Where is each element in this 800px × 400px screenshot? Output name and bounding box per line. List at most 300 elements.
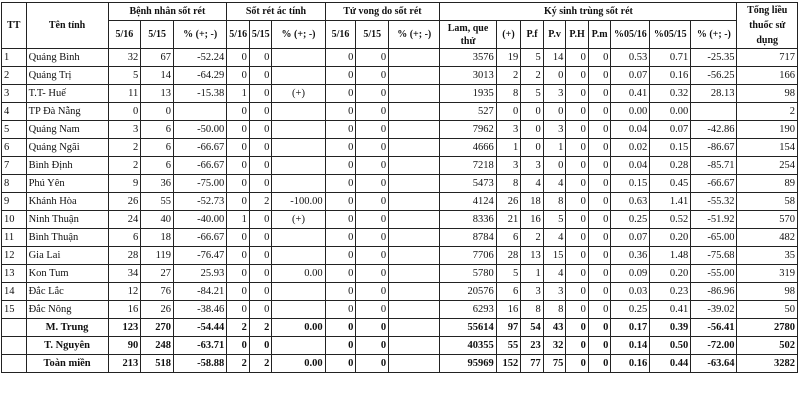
cell-tt [2, 337, 27, 355]
cell-severe-516: 0 [227, 229, 250, 247]
cell-slides: 1935 [440, 85, 496, 103]
cell-ph: 0 [566, 67, 589, 85]
cell-ph: 0 [566, 211, 589, 229]
header-pm: P.m [588, 21, 611, 49]
cell-severe-515: 0 [249, 301, 272, 319]
cell-patients-516: 12 [108, 283, 141, 301]
cell-deaths-pct [389, 121, 440, 139]
cell-pct-515: 0.23 [650, 283, 691, 301]
cell-deaths-516: 0 [325, 319, 356, 337]
cell-severe-516: 0 [227, 103, 250, 121]
cell-patients-pct: -66.67 [174, 229, 227, 247]
cell-pct-516: 0.36 [611, 247, 650, 265]
cell-slides: 8784 [440, 229, 496, 247]
cell-positive: 16 [496, 301, 521, 319]
cell-pm: 0 [588, 193, 611, 211]
cell-deaths-516: 0 [325, 355, 356, 373]
header-parasite-pct: % (+; -) [691, 21, 737, 49]
cell-pct-515: 0.15 [650, 139, 691, 157]
header-slides: Lam, que thử [440, 21, 496, 49]
cell-deaths-516: 0 [325, 337, 356, 355]
cell-patients-516: 2 [108, 139, 141, 157]
cell-pf: 23 [521, 337, 544, 355]
cell-severe-515: 0 [249, 247, 272, 265]
header-pct-516: %05/16 [611, 21, 650, 49]
cell-deaths-516: 0 [325, 301, 356, 319]
cell-pf: 0 [521, 139, 544, 157]
cell-ph: 0 [566, 139, 589, 157]
cell-severe-516: 0 [227, 283, 250, 301]
cell-province: M. Trung [26, 319, 108, 337]
cell-tt: 4 [2, 103, 27, 121]
cell-province: TP Đà Nẵng [26, 103, 108, 121]
cell-deaths-515: 0 [356, 301, 389, 319]
cell-patients-pct: -52.73 [174, 193, 227, 211]
header-province: Tên tỉnh [26, 3, 108, 49]
cell-parasite-pct: -56.41 [691, 319, 737, 337]
cell-slides: 8336 [440, 211, 496, 229]
cell-parasite-pct: -39.02 [691, 301, 737, 319]
cell-severe-515: 0 [249, 103, 272, 121]
table-row [2, 157, 798, 175]
cell-pf: 54 [521, 319, 544, 337]
cell-patients-pct: 25.93 [174, 265, 227, 283]
cell-pct-515: 0.07 [650, 121, 691, 139]
cell-slides: 5473 [440, 175, 496, 193]
cell-pf: 1 [521, 265, 544, 283]
cell-deaths-516: 0 [325, 85, 356, 103]
header-pf: P.f [521, 21, 544, 49]
cell-deaths-515: 0 [356, 211, 389, 229]
cell-deaths-pct [389, 283, 440, 301]
cell-province: T.T- Huế [26, 85, 108, 103]
cell-deaths-515: 0 [356, 85, 389, 103]
cell-severe-515: 0 [249, 265, 272, 283]
cell-patients-pct: -75.00 [174, 175, 227, 193]
cell-deaths-516: 0 [325, 283, 356, 301]
cell-slides: 40355 [440, 337, 496, 355]
cell-pm: 0 [588, 337, 611, 355]
cell-pct-515: 0.50 [650, 337, 691, 355]
cell-pm: 0 [588, 139, 611, 157]
cell-pv: 0 [543, 103, 566, 121]
header-severe-515: 5/15 [249, 21, 272, 49]
cell-patients-515: 18 [141, 229, 174, 247]
cell-deaths-pct [389, 319, 440, 337]
cell-parasite-pct: -51.92 [691, 211, 737, 229]
cell-patients-516: 5 [108, 67, 141, 85]
cell-severe-pct [272, 175, 325, 193]
cell-pv: 43 [543, 319, 566, 337]
cell-parasite-pct: -66.67 [691, 175, 737, 193]
cell-patients-516: 16 [108, 301, 141, 319]
cell-deaths-516: 0 [325, 247, 356, 265]
cell-pf: 3 [521, 157, 544, 175]
table-row [2, 283, 798, 301]
summary-row [2, 319, 798, 337]
cell-positive: 5 [496, 265, 521, 283]
cell-ph: 0 [566, 193, 589, 211]
cell-ph: 0 [566, 301, 589, 319]
cell-severe-516: 0 [227, 121, 250, 139]
cell-positive: 55 [496, 337, 521, 355]
cell-pm: 0 [588, 49, 611, 67]
header-pct-515: %05/15 [650, 21, 691, 49]
cell-ph: 0 [566, 283, 589, 301]
cell-positive: 152 [496, 355, 521, 373]
cell-slides: 7218 [440, 157, 496, 175]
cell-deaths-515: 0 [356, 49, 389, 67]
cell-pm: 0 [588, 85, 611, 103]
cell-patients-515: 26 [141, 301, 174, 319]
cell-pct-516: 0.07 [611, 67, 650, 85]
cell-patients-515: 14 [141, 67, 174, 85]
cell-province: Quảng Nam [26, 121, 108, 139]
cell-positive: 2 [496, 67, 521, 85]
cell-tt: 6 [2, 139, 27, 157]
cell-severe-516: 0 [227, 193, 250, 211]
cell-patients-pct: -52.24 [174, 49, 227, 67]
cell-pf: 5 [521, 85, 544, 103]
header-group-severe: Sốt rét ác tính [227, 3, 325, 21]
table-body [2, 49, 798, 373]
cell-patients-516: 24 [108, 211, 141, 229]
cell-slides: 7962 [440, 121, 496, 139]
cell-pct-515: 0.39 [650, 319, 691, 337]
cell-patients-pct: -76.47 [174, 247, 227, 265]
cell-total-drugs: 319 [737, 265, 798, 283]
cell-severe-pct [272, 139, 325, 157]
cell-deaths-516: 0 [325, 157, 356, 175]
cell-pm: 0 [588, 67, 611, 85]
cell-severe-515: 0 [249, 85, 272, 103]
cell-patients-515: 6 [141, 157, 174, 175]
cell-patients-516: 0 [108, 103, 141, 121]
cell-patients-515: 248 [141, 337, 174, 355]
cell-patients-515: 36 [141, 175, 174, 193]
cell-pv: 3 [543, 85, 566, 103]
cell-patients-516: 123 [108, 319, 141, 337]
cell-pct-515: 0.00 [650, 103, 691, 121]
cell-province: Quảng Ngãi [26, 139, 108, 157]
cell-pct-516: 0.14 [611, 337, 650, 355]
cell-deaths-pct [389, 301, 440, 319]
malaria-report-table [1, 2, 798, 373]
cell-province: Kon Tum [26, 265, 108, 283]
cell-pct-516: 0.41 [611, 85, 650, 103]
header-patients-515: 5/15 [141, 21, 174, 49]
cell-pv: 3 [543, 121, 566, 139]
cell-parasite-pct: -86.96 [691, 283, 737, 301]
cell-pct-515: 0.28 [650, 157, 691, 175]
header-pv: P.v [543, 21, 566, 49]
table-row [2, 67, 798, 85]
cell-pf: 2 [521, 229, 544, 247]
cell-parasite-pct: -72.00 [691, 337, 737, 355]
cell-slides: 95969 [440, 355, 496, 373]
cell-pct-515: 0.32 [650, 85, 691, 103]
cell-pct-515: 0.20 [650, 265, 691, 283]
cell-tt: 3 [2, 85, 27, 103]
table-row [2, 85, 798, 103]
cell-patients-515: 67 [141, 49, 174, 67]
cell-tt: 15 [2, 301, 27, 319]
cell-deaths-515: 0 [356, 103, 389, 121]
cell-ph: 0 [566, 121, 589, 139]
cell-patients-pct: -50.00 [174, 121, 227, 139]
cell-pct-516: 0.63 [611, 193, 650, 211]
cell-severe-515: 0 [249, 157, 272, 175]
cell-total-drugs: 98 [737, 85, 798, 103]
cell-pf: 0 [521, 103, 544, 121]
cell-deaths-pct [389, 139, 440, 157]
cell-positive: 3 [496, 121, 521, 139]
cell-deaths-515: 0 [356, 355, 389, 373]
cell-pct-516: 0.15 [611, 175, 650, 193]
cell-severe-pct [272, 157, 325, 175]
cell-parasite-pct [691, 103, 737, 121]
cell-slides: 20576 [440, 283, 496, 301]
cell-parasite-pct: -25.35 [691, 49, 737, 67]
cell-deaths-pct [389, 247, 440, 265]
cell-pv: 4 [543, 229, 566, 247]
cell-positive: 19 [496, 49, 521, 67]
cell-positive: 8 [496, 85, 521, 103]
cell-pv: 8 [543, 193, 566, 211]
cell-slides: 5780 [440, 265, 496, 283]
cell-parasite-pct: -85.71 [691, 157, 737, 175]
cell-deaths-515: 0 [356, 265, 389, 283]
header-deaths-pct: % (+; -) [389, 21, 440, 49]
cell-severe-515: 0 [249, 139, 272, 157]
header-patients-pct: % (+; -) [174, 21, 227, 49]
cell-total-drugs: 35 [737, 247, 798, 265]
cell-patients-515: 40 [141, 211, 174, 229]
cell-deaths-pct [389, 229, 440, 247]
cell-patients-515: 270 [141, 319, 174, 337]
header-group-deaths: Tử vong do sốt rét [325, 3, 440, 21]
cell-patients-516: 32 [108, 49, 141, 67]
cell-severe-pct [272, 301, 325, 319]
cell-severe-516: 0 [227, 157, 250, 175]
cell-parasite-pct: -65.00 [691, 229, 737, 247]
cell-ph: 0 [566, 157, 589, 175]
cell-pct-515: 0.41 [650, 301, 691, 319]
cell-province: Đắc Lắc [26, 283, 108, 301]
cell-parasite-pct: -63.64 [691, 355, 737, 373]
cell-severe-516: 0 [227, 67, 250, 85]
cell-severe-516: 2 [227, 319, 250, 337]
cell-severe-pct: 0.00 [272, 265, 325, 283]
cell-pct-515: 0.16 [650, 67, 691, 85]
cell-severe-pct: (+) [272, 85, 325, 103]
table-row [2, 103, 798, 121]
cell-pv: 8 [543, 301, 566, 319]
cell-pm: 0 [588, 265, 611, 283]
cell-province: Gia Lai [26, 247, 108, 265]
cell-severe-516: 0 [227, 175, 250, 193]
cell-slides: 6293 [440, 301, 496, 319]
cell-province: Bình Thuận [26, 229, 108, 247]
cell-deaths-515: 0 [356, 139, 389, 157]
cell-pct-516: 0.04 [611, 157, 650, 175]
cell-total-drugs: 3282 [737, 355, 798, 373]
cell-pf: 3 [521, 283, 544, 301]
cell-severe-pct: -100.00 [272, 193, 325, 211]
cell-pv: 4 [543, 265, 566, 283]
cell-ph: 0 [566, 337, 589, 355]
cell-pct-516: 0.04 [611, 121, 650, 139]
cell-severe-516: 1 [227, 85, 250, 103]
cell-province: Đắc Nông [26, 301, 108, 319]
cell-patients-515: 6 [141, 121, 174, 139]
cell-severe-515: 0 [249, 49, 272, 67]
cell-total-drugs: 58 [737, 193, 798, 211]
cell-patients-515: 6 [141, 139, 174, 157]
cell-severe-pct [272, 121, 325, 139]
cell-severe-516: 0 [227, 139, 250, 157]
cell-pm: 0 [588, 283, 611, 301]
cell-province: Bình Định [26, 157, 108, 175]
cell-pf: 16 [521, 211, 544, 229]
table-row [2, 139, 798, 157]
cell-ph: 0 [566, 355, 589, 373]
cell-patients-pct: -58.88 [174, 355, 227, 373]
cell-positive: 21 [496, 211, 521, 229]
cell-patients-pct: -64.29 [174, 67, 227, 85]
cell-tt: 2 [2, 67, 27, 85]
cell-pct-516: 0.09 [611, 265, 650, 283]
cell-severe-pct [272, 67, 325, 85]
table-row [2, 121, 798, 139]
cell-parasite-pct: 28.13 [691, 85, 737, 103]
cell-total-drugs: 2780 [737, 319, 798, 337]
cell-pv: 5 [543, 211, 566, 229]
cell-severe-515: 0 [249, 211, 272, 229]
cell-pf: 2 [521, 67, 544, 85]
header-positive: (+) [496, 21, 521, 49]
cell-total-drugs: 482 [737, 229, 798, 247]
cell-ph: 0 [566, 229, 589, 247]
cell-tt: 8 [2, 175, 27, 193]
cell-deaths-515: 0 [356, 193, 389, 211]
cell-pct-515: 0.52 [650, 211, 691, 229]
cell-pct-515: 0.71 [650, 49, 691, 67]
cell-deaths-515: 0 [356, 247, 389, 265]
cell-deaths-pct [389, 337, 440, 355]
header-ph: P.H [566, 21, 589, 49]
cell-deaths-516: 0 [325, 121, 356, 139]
cell-severe-516: 0 [227, 247, 250, 265]
cell-patients-pct: -63.71 [174, 337, 227, 355]
table-row [2, 49, 798, 67]
header-severe-516: 5/16 [227, 21, 250, 49]
cell-pv: 4 [543, 175, 566, 193]
table-row [2, 247, 798, 265]
cell-tt: 9 [2, 193, 27, 211]
cell-severe-515: 2 [249, 319, 272, 337]
table-row [2, 265, 798, 283]
cell-pct-516: 0.17 [611, 319, 650, 337]
cell-pct-516: 0.00 [611, 103, 650, 121]
cell-pf: 8 [521, 301, 544, 319]
cell-total-drugs: 89 [737, 175, 798, 193]
cell-slides: 7706 [440, 247, 496, 265]
cell-province: Quảng Bình [26, 49, 108, 67]
cell-patients-516: 34 [108, 265, 141, 283]
cell-slides: 55614 [440, 319, 496, 337]
cell-total-drugs: 166 [737, 67, 798, 85]
cell-pm: 0 [588, 301, 611, 319]
cell-pm: 0 [588, 121, 611, 139]
cell-pct-516: 0.07 [611, 229, 650, 247]
cell-total-drugs: 2 [737, 103, 798, 121]
cell-tt: 13 [2, 265, 27, 283]
cell-patients-pct: -66.67 [174, 139, 227, 157]
cell-positive: 26 [496, 193, 521, 211]
cell-patients-515: 55 [141, 193, 174, 211]
cell-deaths-515: 0 [356, 121, 389, 139]
cell-patients-pct: -54.44 [174, 319, 227, 337]
cell-pct-515: 0.20 [650, 229, 691, 247]
cell-slides: 4666 [440, 139, 496, 157]
cell-total-drugs: 50 [737, 301, 798, 319]
cell-pf: 4 [521, 175, 544, 193]
cell-patients-515: 27 [141, 265, 174, 283]
cell-deaths-pct [389, 355, 440, 373]
cell-slides: 4124 [440, 193, 496, 211]
cell-severe-516: 0 [227, 337, 250, 355]
cell-ph: 0 [566, 319, 589, 337]
cell-pv: 0 [543, 67, 566, 85]
cell-parasite-pct: -55.00 [691, 265, 737, 283]
summary-row [2, 355, 798, 373]
cell-deaths-516: 0 [325, 211, 356, 229]
cell-tt: 5 [2, 121, 27, 139]
cell-deaths-516: 0 [325, 49, 356, 67]
cell-positive: 28 [496, 247, 521, 265]
cell-deaths-515: 0 [356, 157, 389, 175]
cell-severe-516: 1 [227, 211, 250, 229]
cell-severe-515: 0 [249, 175, 272, 193]
cell-patients-515: 518 [141, 355, 174, 373]
cell-deaths-pct [389, 211, 440, 229]
cell-total-drugs: 98 [737, 283, 798, 301]
cell-pf: 5 [521, 49, 544, 67]
cell-deaths-pct [389, 49, 440, 67]
cell-total-drugs: 154 [737, 139, 798, 157]
cell-deaths-pct [389, 85, 440, 103]
cell-province: Toàn miền [26, 355, 108, 373]
cell-severe-pct [272, 49, 325, 67]
cell-deaths-515: 0 [356, 67, 389, 85]
cell-pf: 77 [521, 355, 544, 373]
cell-pct-515: 0.44 [650, 355, 691, 373]
table-row [2, 193, 798, 211]
table-row [2, 211, 798, 229]
cell-slides: 3013 [440, 67, 496, 85]
cell-pm: 0 [588, 355, 611, 373]
cell-province: Quảng Trị [26, 67, 108, 85]
cell-parasite-pct: -42.86 [691, 121, 737, 139]
cell-patients-516: 2 [108, 157, 141, 175]
cell-severe-pct [272, 337, 325, 355]
cell-tt: 10 [2, 211, 27, 229]
cell-patients-516: 26 [108, 193, 141, 211]
header-severe-pct: % (+; -) [272, 21, 325, 49]
cell-deaths-515: 0 [356, 337, 389, 355]
header-group-patients: Bệnh nhân sốt rét [108, 3, 227, 21]
